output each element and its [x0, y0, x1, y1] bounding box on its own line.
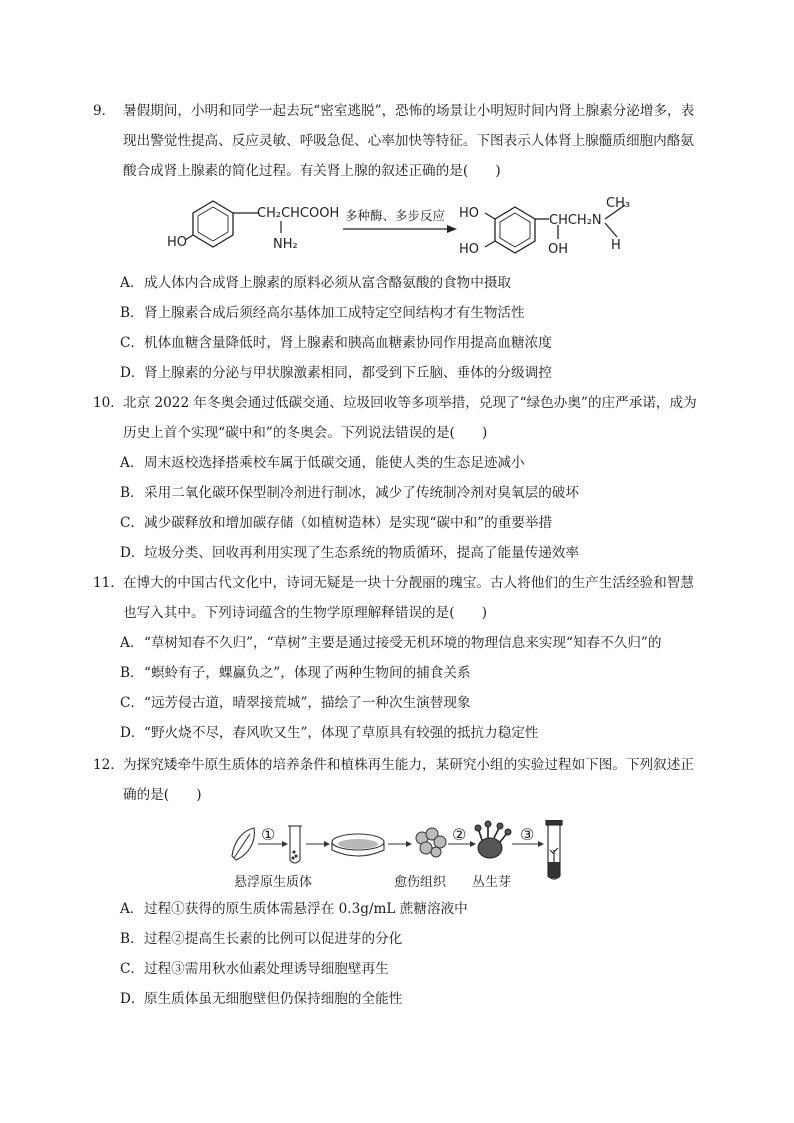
arrowhead [538, 841, 544, 847]
step-1-label [261, 825, 277, 844]
culture-tube-icon [546, 820, 562, 879]
reaction-arrowhead [447, 225, 457, 233]
question-11 [93, 568, 703, 628]
question-text: 为探究矮牵牛原生质体的培养条件和植株再生能力，某研究小组的实验过程如下图。下列叙述正确的是( ) [123, 757, 694, 803]
question-12-option-a: A．过程①获得的原生质体需悬浮在 0.3g/mL 蔗糖溶液中 [120, 901, 468, 917]
question-10 [93, 388, 703, 448]
question-number: 10． [93, 395, 124, 411]
arrow-label: 多种酶、多步反应 [345, 208, 446, 223]
product-methyl: CH₃ [606, 196, 631, 211]
question-text: 北京 2022 年冬奥会通过低碳交通、垃圾回收等多项举措，兑现了“绿色办奥”的庄严承诺，成为历史上首个实现“碳中和”的冬奥会。下列说法错误的是( ) [123, 395, 697, 441]
reactant-amino: NH₂ [273, 237, 298, 252]
reactant-benzene-ring [185, 201, 259, 247]
label-shoots: 丛生芽 [472, 875, 512, 890]
test-tube-icon [288, 826, 302, 863]
adrenaline-synthesis-diagram [165, 193, 645, 265]
protoplast-culture-diagram [228, 820, 578, 892]
question-11-option-d: D．“野火烧不尽，春风吹又生”，体现了草原具有较强的抵抗力稳定性 [120, 725, 539, 741]
question-12-stem [93, 750, 703, 810]
arrowhead [406, 841, 412, 847]
question-11-stem [93, 568, 703, 628]
question-9-option-a: A．成人体内合成肾上腺素的原料必须从富含酪氨酸的食物中摄取 [120, 275, 512, 291]
question-text: 在博大的中国古代文化中，诗词无疑是一块十分靓丽的瑰宝。古人将他们的生产生活经验和智慧也写入其中。下列诗词蕴含的生物学原理解释错误的是( ) [123, 575, 694, 621]
question-11-option-c: C．“远芳侵古道，晴翠接荒城”，描绘了一种次生演替现象 [120, 695, 471, 711]
question-12-option-d: D．原生质体虽无细胞壁但仍保持细胞的全能性 [120, 991, 403, 1007]
step-3-label: ③ [520, 825, 535, 844]
leaf-icon [232, 828, 254, 860]
question-9-option-c: C．机体血糖含量降低时，肾上腺素和胰高血糖素协同作用提高血糖浓度 [120, 335, 552, 351]
reactant-hydroxyl: HO [167, 235, 188, 250]
reactant-chain: CH₂CHCOOH [257, 206, 340, 221]
arrowhead [470, 841, 476, 847]
question-9 [93, 96, 703, 186]
question-12-option-c: C．过程③需用秋水仙素处理诱导细胞壁再生 [120, 961, 389, 977]
product-chain: CHCH₂N [549, 213, 602, 228]
label-callus: 愈伤组织 [394, 875, 447, 890]
question-9-option-d: D．肾上腺素的分泌与甲状腺激素相同，都受到下丘脑、垂体的分级调控 [120, 365, 552, 381]
product-hydroxyl-bottom: HO [459, 242, 480, 257]
question-11-option-a: A．“草树知春不久归”，“草树”主要是通过接受无机环境的物理信息来实现“知春不久归”的 [120, 635, 662, 651]
question-number: 11． [93, 575, 124, 591]
product-side-hydroxyl: OH [548, 242, 569, 257]
question-number: 12． [93, 757, 124, 773]
arrowhead [324, 841, 330, 847]
question-10-option-b: B．采用二氧化碳环保型制冷剂进行制冰，减少了传统制冷剂对臭氧层的破坏 [120, 485, 579, 501]
question-10-option-a: A．周末返校选择搭乘校车属于低碳交通，能使人类的生态足迹减小 [120, 455, 525, 471]
product-hydrogen: H [611, 238, 621, 253]
shoots-icon [475, 821, 511, 858]
question-10-option-c: C．减少碳释放和增加碳存储（如植树造林）是实现“碳中和”的重要举措 [120, 515, 553, 531]
callus-icon [416, 828, 446, 857]
petri-dish-icon [332, 834, 384, 856]
product-hydroxyl-top: HO [459, 206, 480, 221]
svg-text:①: ① [261, 825, 276, 844]
arrowhead [282, 841, 288, 847]
question-12 [93, 750, 703, 810]
question-text: 暑假期间，小明和同学一起去玩“密室逃脱”，恐怖的场景让小明短时间内肾上腺素分泌增多，表现出警觉性提高、反应灵敏、呼吸急促、心率加快等特征。下图表示人体肾上腺髓质细胞内酪氨酸合成肾上腺素的简化过程。有关肾上腺的叙述正确的是( ) [123, 103, 695, 179]
step-2-label: ② [452, 825, 467, 844]
question-9-option-b: B．肾上腺素合成后须经高尔基体加工成特定空间结构才有生物活性 [120, 305, 525, 321]
label-suspended-protoplast: 悬浮原生质体 [234, 875, 313, 890]
question-9-stem [93, 96, 703, 186]
question-12-option-b: B．过程②提高生长素的比例可以促进芽的分化 [120, 931, 403, 947]
question-11-option-b: B．“螟蛉有子，蜾蠃负之”，体现了两种生物间的捕食关系 [120, 665, 471, 681]
question-10-stem [93, 388, 703, 448]
question-10-option-d: D．垃圾分类、回收再利用实现了生态系统的物质循环，提高了能量传递效率 [120, 545, 579, 561]
question-number: 9． [93, 103, 116, 119]
